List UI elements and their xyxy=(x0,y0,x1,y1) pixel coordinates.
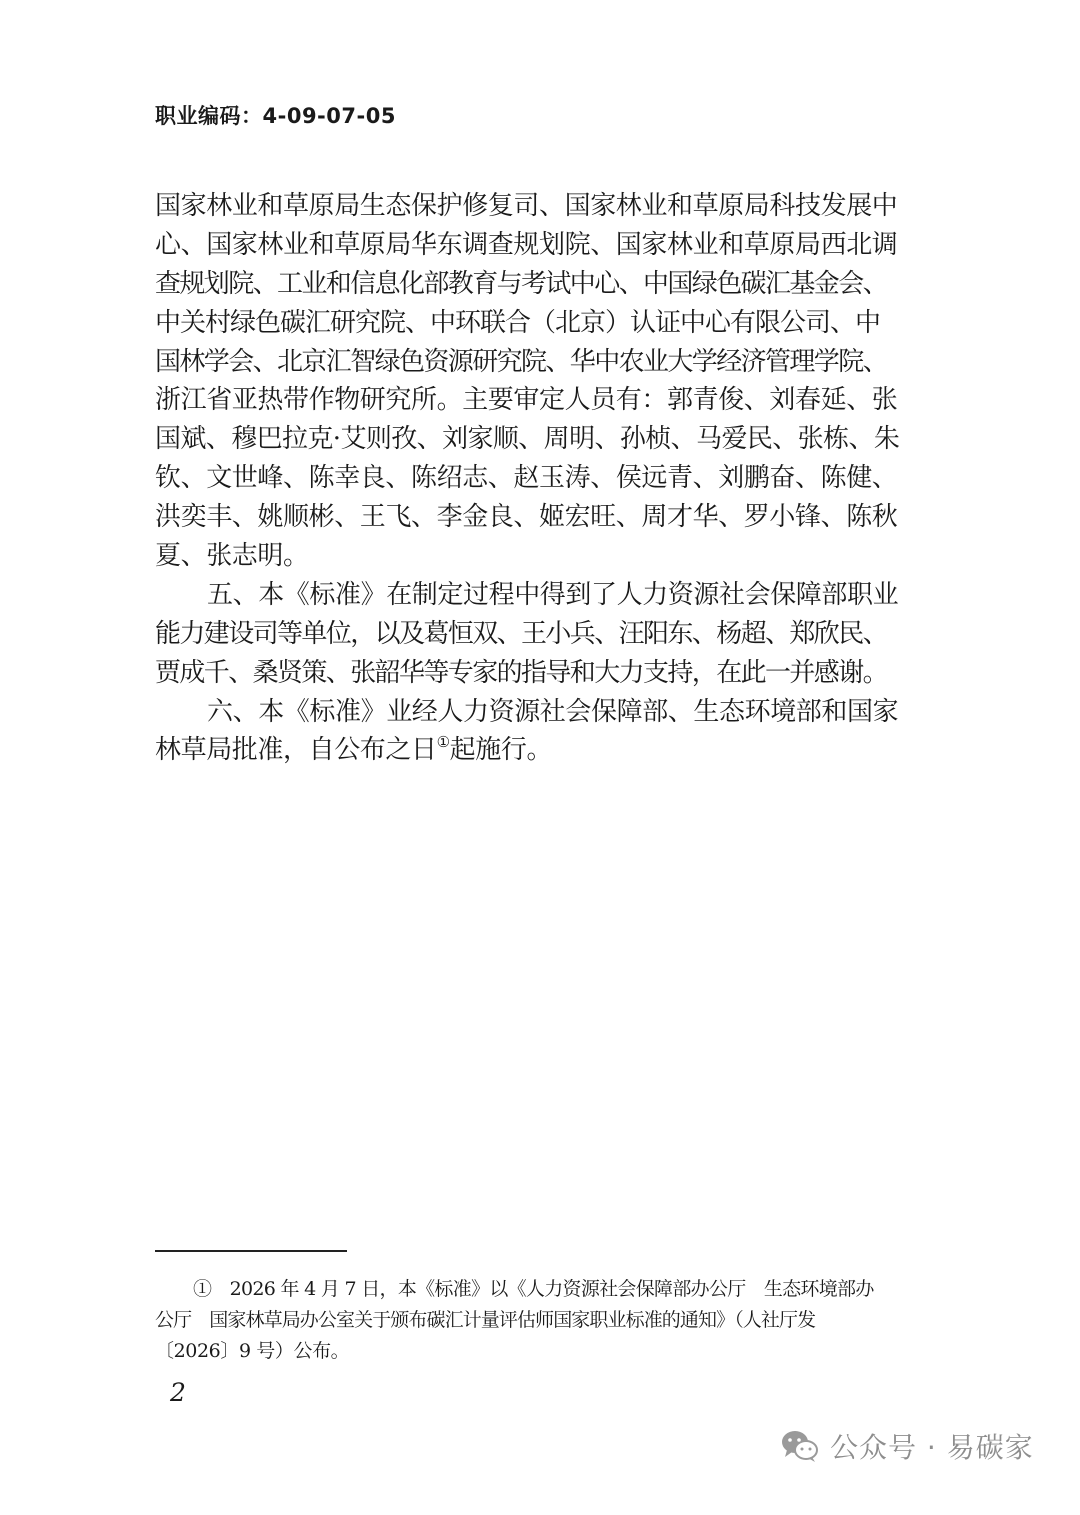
footnote-marker[interactable]: ① xyxy=(436,733,450,752)
body-text-line: 洪奕丰、姚顺彬、王飞、李金良、姬宏旺、周才华、罗小锋、陈秋 xyxy=(155,502,898,533)
body-text-line: 六、本《标准》业经人力资源社会保障部、生态环境部和国家 xyxy=(207,696,899,727)
body-text-line: 国家林业和草原局生态保护修复司、国家林业和草原局科技发展中 xyxy=(155,191,898,221)
body-text-line: 中关村绿色碳汇研究院、中环联合（北京）认证中心有限公司、中 xyxy=(155,307,881,338)
body-text-segment: 起施行。 xyxy=(449,735,553,766)
footnote-divider xyxy=(155,1250,347,1252)
body-text-line: 能力建设司等单位，以及葛恒双、王小兵、汪阳东、杨超、郑欣民、 xyxy=(155,618,888,649)
page-number: 2 xyxy=(170,1378,186,1407)
footnote-line: 〔2026〕9 号）公布。 xyxy=(155,1340,350,1362)
document-body xyxy=(155,187,915,770)
footnote-line: ① 2026 年 4 月 7 日，本《标准》以《人力资源社会保障部办公厅 生态环境部办 xyxy=(193,1278,874,1300)
body-text-line: 夏、张志明。 xyxy=(155,541,309,572)
watermark-text: 公众号 · 易碳家 xyxy=(830,1431,1034,1464)
occupation-code: 职业编码：4-09-07-05 xyxy=(155,104,396,128)
body-text-line xyxy=(155,731,915,770)
body-text-line: 心、国家林业和草原局华东调查规划院、国家林业和草原局西北调 xyxy=(155,229,898,260)
footnote xyxy=(155,1274,915,1367)
body-text-line: 贾成千、桑贤策、张韶华等专家的指导和大力支持，在此一并感谢。 xyxy=(155,657,888,688)
body-text-line: 查规划院、工业和信息化部教育与考试中心、中国绿色碳汇基金会、 xyxy=(155,268,888,299)
body-text-line: 钦、文世峰、陈幸良、陈绍志、赵玉涛、侯远青、刘鹏奋、陈健、 xyxy=(155,463,898,494)
footnote-line: 公厅 国家林草局办公室关于颁布碳汇计量评估师国家职业标准的通知》（人社厅发 xyxy=(155,1309,816,1331)
body-text-line: 浙江省亚热带作物研究所。主要审定人员有：郭青俊、刘春延、张 xyxy=(155,385,898,416)
watermark xyxy=(780,1424,1034,1468)
body-text-line: 国斌、穆巴拉克·艾则孜、刘家顺、周明、孙桢、马爱民、张栋、朱 xyxy=(155,424,900,455)
body-text-segment: 林草局批准，自公布之日 xyxy=(155,735,437,766)
wechat-icon xyxy=(780,1429,820,1463)
body-text-line: 国林学会、北京汇智绿色资源研究院、华中农业大学经济管理学院、 xyxy=(155,346,888,377)
body-text-line: 五、本《标准》在制定过程中得到了人力资源社会保障部职业 xyxy=(207,579,899,610)
